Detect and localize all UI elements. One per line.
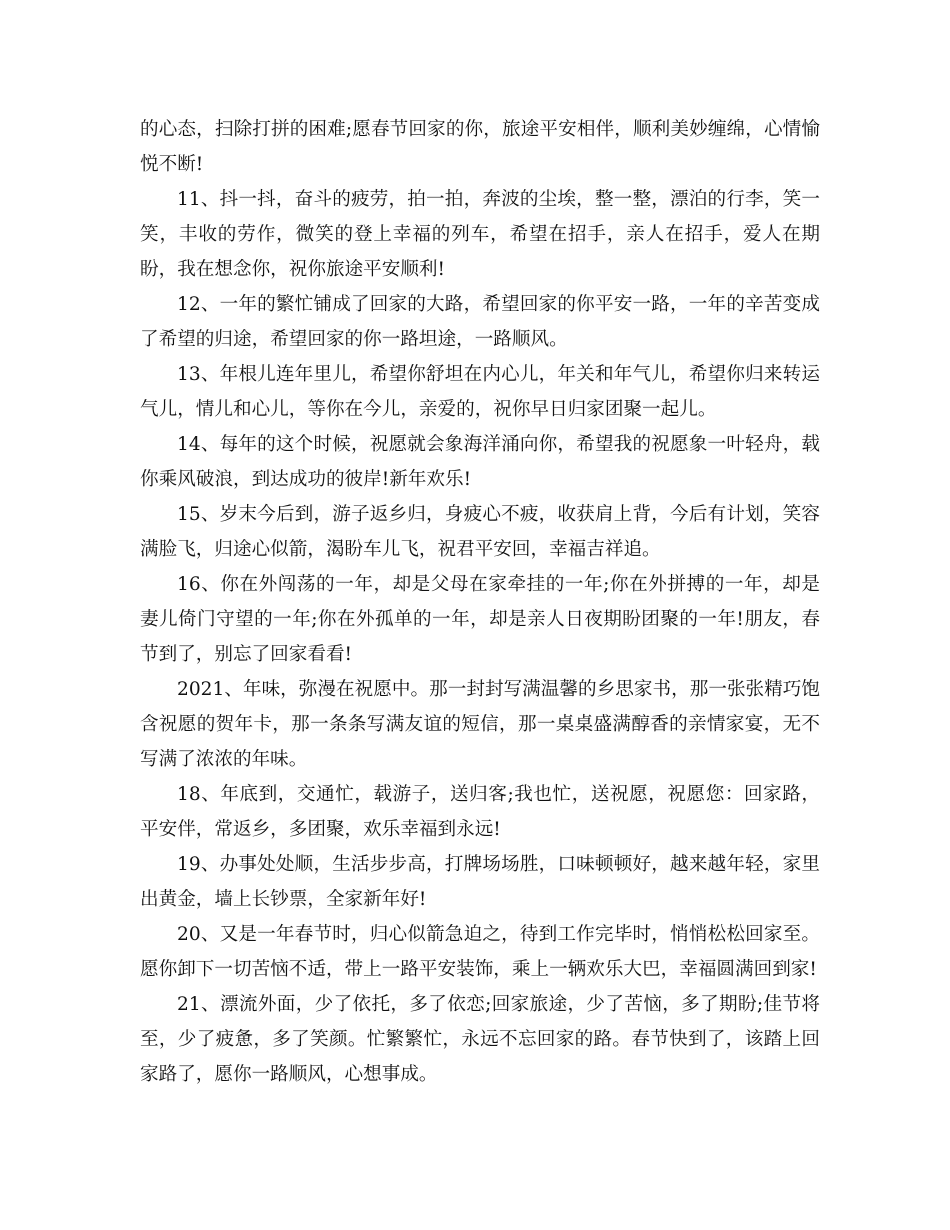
document-body xyxy=(140,112,820,1092)
paragraph-14: 14、每年的这个时候，祝愿就会象海洋涌向你，希望我的祝愿象一叶轻舟，载你乘风破浪，到达成功的彼岸!新年欢乐! xyxy=(140,434,820,490)
paragraph-15: 15、岁末今后到，游子返乡归，身疲心不疲，收获肩上背，今后有计划，笑容满脸飞，归途心似箭，渴盼车儿飞，祝君平安回，幸福吉祥追。 xyxy=(140,504,820,560)
paragraph-12: 12、一年的繁忙铺成了回家的大路，希望回家的你平安一路，一年的辛苦变成了希望的归途，希望回家的你一路坦途，一路顺风。 xyxy=(140,294,820,350)
paragraph-2021: 2021、年味，弥漫在祝愿中。那一封封写满温馨的乡思家书，那一张张精巧饱含祝愿的贺年卡，那一条条写满友谊的短信，那一桌桌盛满醇香的亲情家宴，无不写满了浓浓的年味。 xyxy=(140,679,820,770)
paragraph-16: 16、你在外闯荡的一年，却是父母在家牵挂的一年;你在外拼搏的一年，却是妻儿倚门守望的一年;你在外孤单的一年，却是亲人日夜期盼团聚的一年!朋友，春节到了，别忘了回家看看! xyxy=(140,574,820,665)
paragraph-18: 18、年底到，交通忙，载游子，送归客;我也忙，送祝愿，祝愿您：回家路，平安伴，常返乡，多团聚，欢乐幸福到永远! xyxy=(140,784,820,840)
paragraph-19: 19、办事处处顺，生活步步高，打牌场场胜，口味顿顿好，越来越年轻，家里出黄金，墙上长钞票，全家新年好! xyxy=(140,854,820,910)
paragraph-11: 11、抖一抖，奋斗的疲劳，拍一拍，奔波的尘埃，整一整，漂泊的行李，笑一笑，丰收的劳作，微笑的登上幸福的列车，希望在招手，亲人在招手，爱人在期盼，我在想念你，祝你旅途平安顺利! xyxy=(140,189,820,280)
paragraph-continued: 的心态，扫除打拼的困难;愿春节回家的你，旅途平安相伴，顺利美妙缠绵，心情愉悦不断! xyxy=(140,119,820,175)
paragraph-21: 21、漂流外面，少了依托，多了依恋;回家旅途，少了苦恼，多了期盼;佳节将至，少了疲惫，多了笑颜。忙繁繁忙，永远不忘回家的路。春节快到了，该踏上回家路了，愿你一路顺风，心想事成。 xyxy=(140,994,820,1085)
paragraph-20: 20、又是一年春节时，归心似箭急迫之，待到工作完毕时，悄悄松松回家至。愿你卸下一切苦恼不适，带上一路平安装饰，乘上一辆欢乐大巴，幸福圆满回到家! xyxy=(140,924,820,980)
paragraph-13: 13、年根儿连年里儿，希望你舒坦在内心儿，年关和年气儿，希望你归来转运气儿，情儿和心儿，等你在今儿，亲爱的，祝你早日归家团聚一起儿。 xyxy=(140,364,820,420)
